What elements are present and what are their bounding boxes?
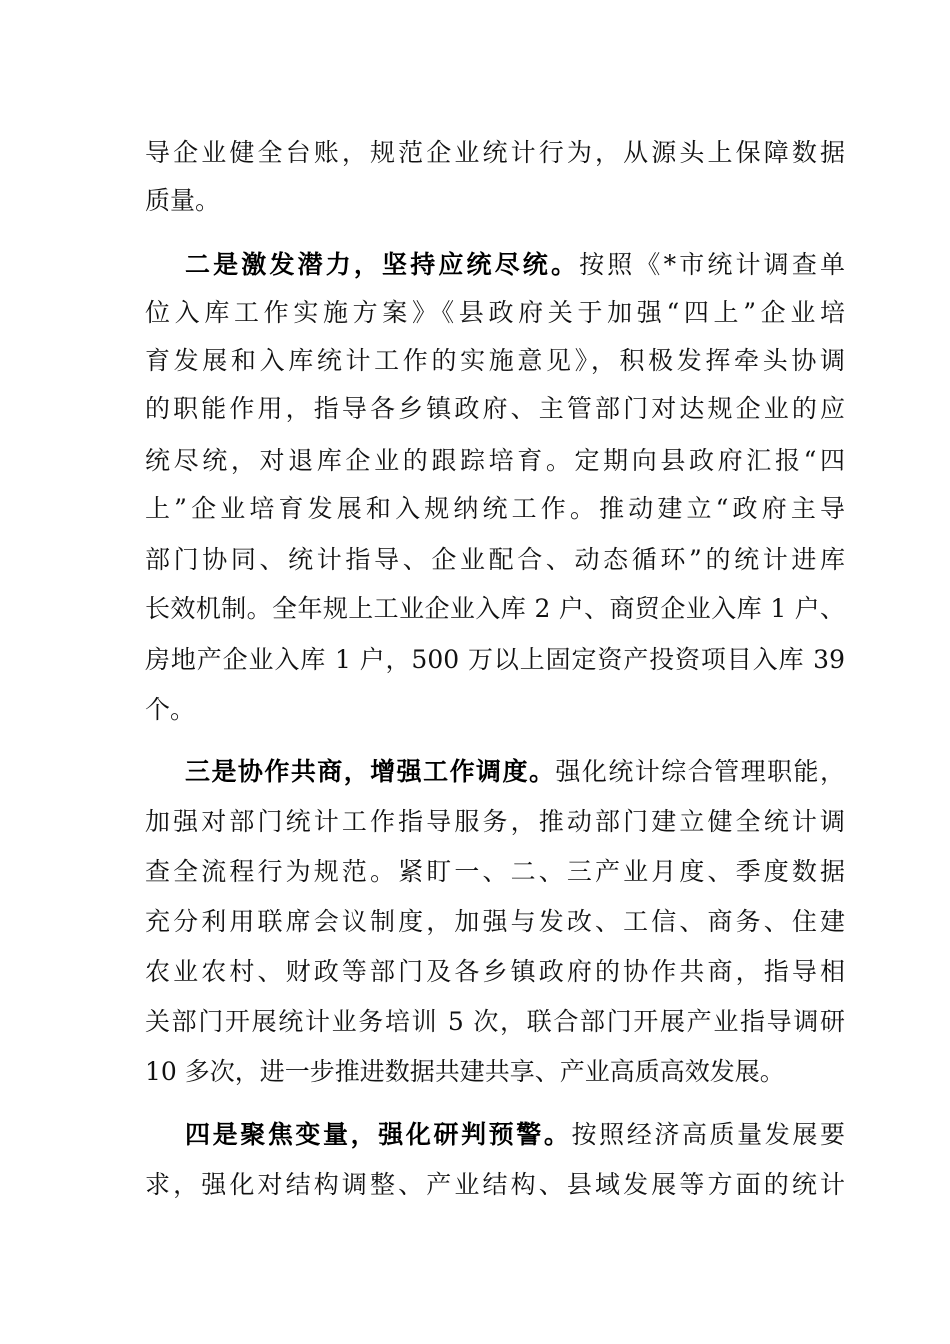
paragraph-3-line-7: 10 多次，进一步推进数据共建共享、产业高质高效发展。 — [145, 1057, 785, 1086]
paragraph-3-line-6: 关部门开展统计业务培训 5 次，联合部门开展产业指导调研 — [145, 1007, 845, 1036]
paragraph-2-line-2: 位入库工作实施方案》《县政府关于加强“四上”企业培 — [145, 298, 845, 327]
paragraph-2-line-8: 长效机制。全年规上工业企业入库 2 户、商贸企业入库 1 户、 — [145, 594, 845, 623]
paragraph-2-line-3: 育发展和入库统计工作的实施意见》，积极发挥牵头协调 — [145, 346, 845, 375]
paragraph-2-heading: 二是激发潜力，坚持应统尽统。 — [185, 250, 580, 279]
paragraph-4-line-1 — [185, 1115, 845, 1155]
paragraph-1-line-2: 质量。 — [145, 186, 221, 215]
paragraph-2-line-7: 部门协同、统计指导、企业配合、动态循环”的统计进库 — [145, 545, 845, 574]
paragraph-2-line-6: 上”企业培育发展和入规纳统工作。推动建立“政府主导 — [145, 494, 845, 523]
paragraph-3-line-4: 充分利用联席会议制度，加强与发改、工信、商务、住建 — [145, 907, 845, 936]
paragraph-2-line-10: 个。 — [145, 695, 196, 724]
paragraph-4-intro: 按照经济高质量发展要 — [571, 1120, 845, 1149]
paragraph-1-line-1: 导企业健全台账，规范企业统计行为，从源头上保障数据 — [145, 138, 845, 167]
paragraph-4-line-2: 求，强化对结构调整、产业结构、县域发展等方面的统计 — [145, 1170, 845, 1199]
paragraph-2-line-5: 统尽统，对退库企业的跟踪培育。定期向县政府汇报“四 — [145, 446, 845, 475]
paragraph-3-heading: 三是协作共商，增强工作调度。 — [185, 757, 556, 786]
paragraph-2-line-9: 房地产企业入库 1 户，500 万以上固定资产投资项目入库 39 — [145, 645, 845, 674]
paragraph-2-line-4: 的职能作用，指导各乡镇政府、主管部门对达规企业的应 — [145, 394, 845, 423]
paragraph-3-intro: 强化统计综合管理职能， — [555, 757, 845, 786]
paragraph-3-line-3: 查全流程行为规范。紧盯一、二、三产业月度、季度数据 — [145, 857, 845, 886]
paragraph-3-line-5: 农业农村、财政等部门及各乡镇政府的协作共商，指导相 — [145, 957, 845, 986]
paragraph-4-heading: 四是聚焦变量，强化研判预警。 — [185, 1120, 572, 1149]
paragraph-2-line-1 — [185, 245, 845, 285]
paragraph-2-intro: 按照《*市统计调查单 — [579, 250, 845, 279]
paragraph-3-line-1 — [185, 752, 845, 792]
paragraph-3-line-2: 加强对部门统计工作指导服务，推动部门建立健全统计调 — [145, 807, 845, 836]
